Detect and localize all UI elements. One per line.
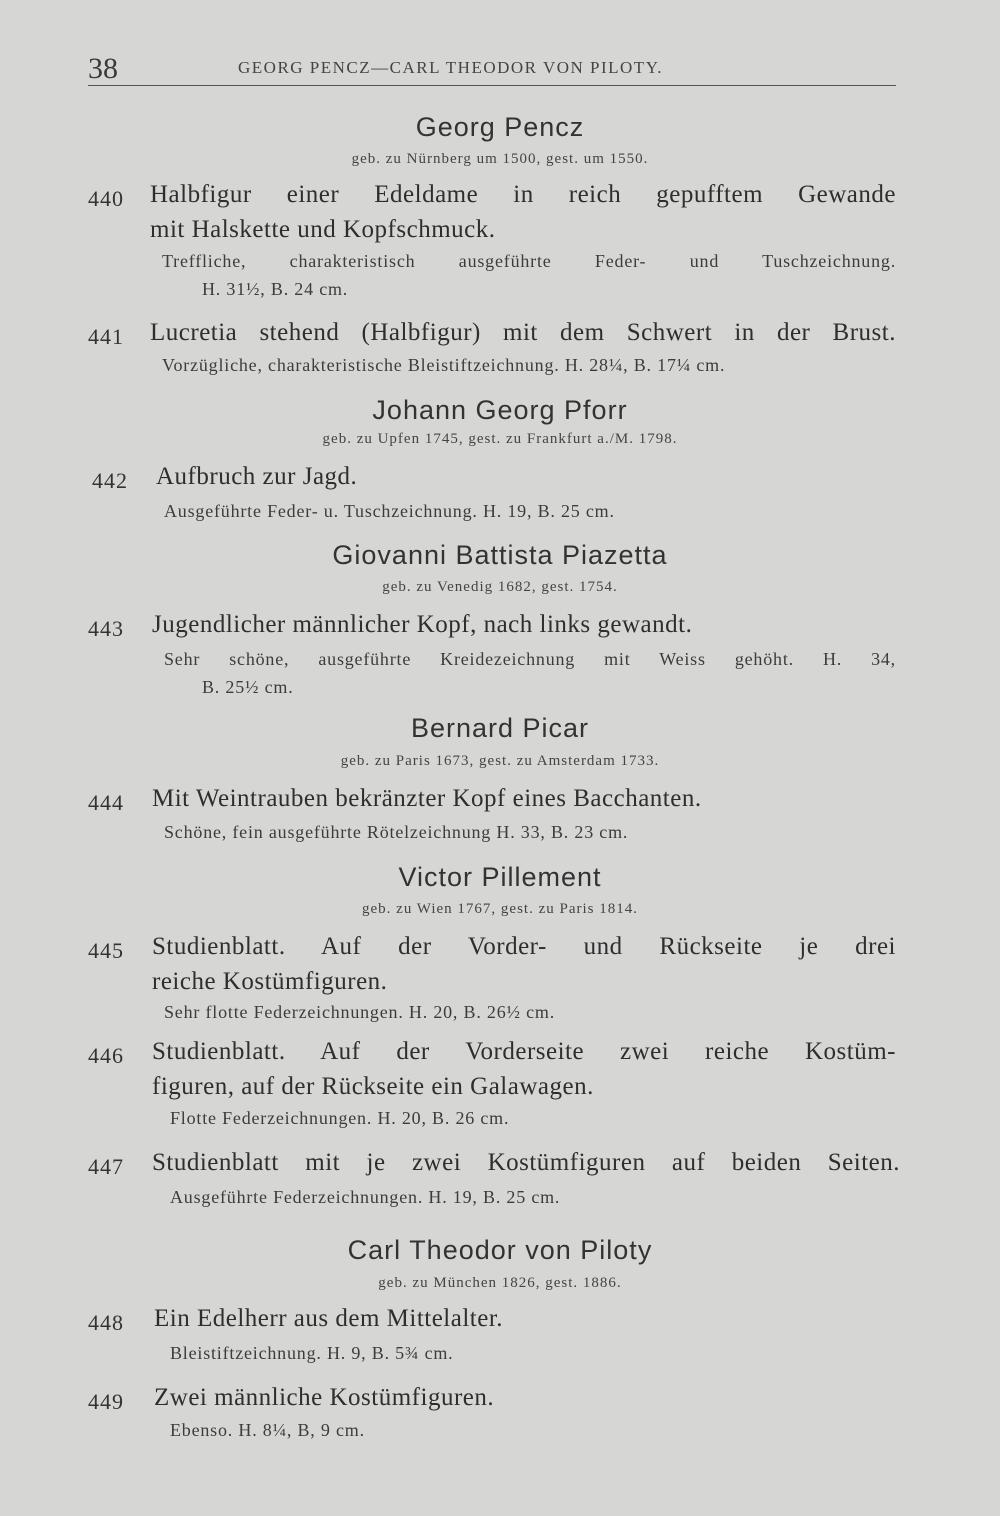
entry-description <box>170 1183 896 1211</box>
entry-desc-line: Flotte Federzeichnungen. H. 20, B. 26 cm. <box>170 1108 510 1128</box>
entry-description <box>162 351 896 379</box>
artist-dates: geb. zu Venedig 1682, gest. 1754. <box>382 579 618 595</box>
running-title: GEORG PENCZ—CARL THEODOR VON PILOTY. <box>238 58 664 77</box>
artist-name: Giovanni Battista Piazetta <box>332 540 668 570</box>
entry-desc-line: Ausgeführte Feder- u. Tuschzeichnung. H. 19, B. 25 cm. <box>164 501 615 521</box>
entry-title <box>154 1380 896 1415</box>
entry-number: 445 <box>88 938 124 963</box>
entry-description <box>164 497 896 525</box>
entry-title-line: Studienblatt mit je zwei Kostümfiguren auf beiden Seiten. <box>152 1149 900 1176</box>
entry-number: 441 <box>88 324 124 349</box>
entry-desc-line: Ausgeführte Federzeichnungen. H. 19, B. 25 cm. <box>170 1187 561 1207</box>
entry-desc-line: Sehr schöne, ausgeführte Kreidezeichnung mit Weiss gehöht. H. 34, <box>164 649 896 669</box>
entry-description <box>170 1416 896 1444</box>
entry-number: 447 <box>88 1154 124 1179</box>
entry-title-line: Zwei männliche Kostümfiguren. <box>154 1384 495 1411</box>
entry-number: 448 <box>88 1310 124 1335</box>
entry-title <box>150 315 896 350</box>
entry-title <box>152 1034 896 1104</box>
artist-dates: geb. zu München 1826, gest. 1886. <box>378 1275 622 1291</box>
artist-name: Johann Georg Pforr <box>372 395 628 425</box>
entry-title <box>154 1301 896 1336</box>
artist-name: Victor Pillement <box>398 862 602 892</box>
entry-title-line: Ein Edelherr aus dem Mittelalter. <box>154 1305 504 1332</box>
entry-number: 443 <box>88 616 124 641</box>
artist-name: Georg Pencz <box>415 112 585 142</box>
entry-title-line: Lucretia stehend (Halbfigur) mit dem Schwert in der Brust. <box>150 319 896 346</box>
entry-title <box>152 929 896 999</box>
artist-name: Bernard Picar <box>410 713 590 743</box>
header-rule <box>88 85 896 86</box>
entry-title <box>156 459 896 494</box>
entry-desc-line: Sehr flotte Federzeichnungen. H. 20, B. 26½ cm. <box>164 1002 556 1022</box>
entry-description <box>162 247 896 303</box>
entry-description <box>170 1104 896 1132</box>
artist-name: Carl Theodor von Piloty <box>347 1235 653 1265</box>
entry-title-line: Studienblatt. Auf der Vorder- und Rückseite je drei <box>152 933 896 960</box>
entry-title <box>150 177 896 247</box>
entry-desc-line: Bleistiftzeichnung. H. 9, B. 5¾ cm. <box>170 1343 454 1363</box>
artist-dates: geb. zu Wien 1767, gest. zu Paris 1814. <box>362 901 638 917</box>
entry-desc-line: Vorzügliche, charakteristische Bleistiftzeichnung. H. 28¼, B. 17¼ cm. <box>162 355 726 375</box>
entry-number: 446 <box>88 1043 124 1068</box>
entry-number: 444 <box>88 790 124 815</box>
page-number: 38 <box>88 52 118 85</box>
entry-number: 442 <box>92 468 128 493</box>
entry-title-line: Studienblatt. Auf der Vorderseite zwei reiche Kostüm- <box>152 1038 896 1065</box>
entry-title-line: Halbfigur einer Edeldame in reich gepufftem Gewande <box>150 181 896 208</box>
entry-title <box>152 1145 900 1180</box>
entry-desc-line: Ebenso. H. 8¼, B, 9 cm. <box>170 1420 365 1440</box>
entry-title-line: reiche Kostümfiguren. <box>152 968 388 995</box>
entry-desc-line: H. 31½, B. 24 cm. <box>202 279 349 299</box>
entry-desc-line: Schöne, fein ausgeführte Rötelzeichnung H. 33, B. 23 cm. <box>164 822 629 842</box>
entry-title-line: Aufbruch zur Jagd. <box>156 463 358 490</box>
entry-desc-line: B. 25½ cm. <box>202 677 294 697</box>
entry-description <box>170 1339 896 1367</box>
entry-description <box>164 998 896 1026</box>
artist-dates: geb. zu Nürnberg um 1500, gest. um 1550. <box>351 151 649 167</box>
entry-title <box>152 607 896 642</box>
entry-description <box>164 818 896 846</box>
entry-number: 440 <box>88 186 124 211</box>
entry-description <box>164 645 896 701</box>
entry-desc-line: Treffliche, charakteristisch ausgeführte Feder- und Tuschzeichnung. <box>162 251 896 271</box>
entry-title-line: Jugendlicher männlicher Kopf, nach links gewandt. <box>152 611 693 638</box>
entry-title-line: Mit Weintrauben bekränzter Kopf eines Bacchanten. <box>152 785 702 812</box>
artist-dates: geb. zu Upfen 1745, gest. zu Frankfurt a./M. 1798. <box>322 431 678 447</box>
entry-title-line: figuren, auf der Rückseite ein Galawagen. <box>152 1073 594 1100</box>
artist-dates: geb. zu Paris 1673, gest. zu Amsterdam 1733. <box>340 753 660 769</box>
entry-number: 449 <box>88 1389 124 1414</box>
entry-title-line: mit Halskette und Kopfschmuck. <box>150 216 496 243</box>
page-header <box>88 52 894 86</box>
entry-title <box>152 781 896 816</box>
